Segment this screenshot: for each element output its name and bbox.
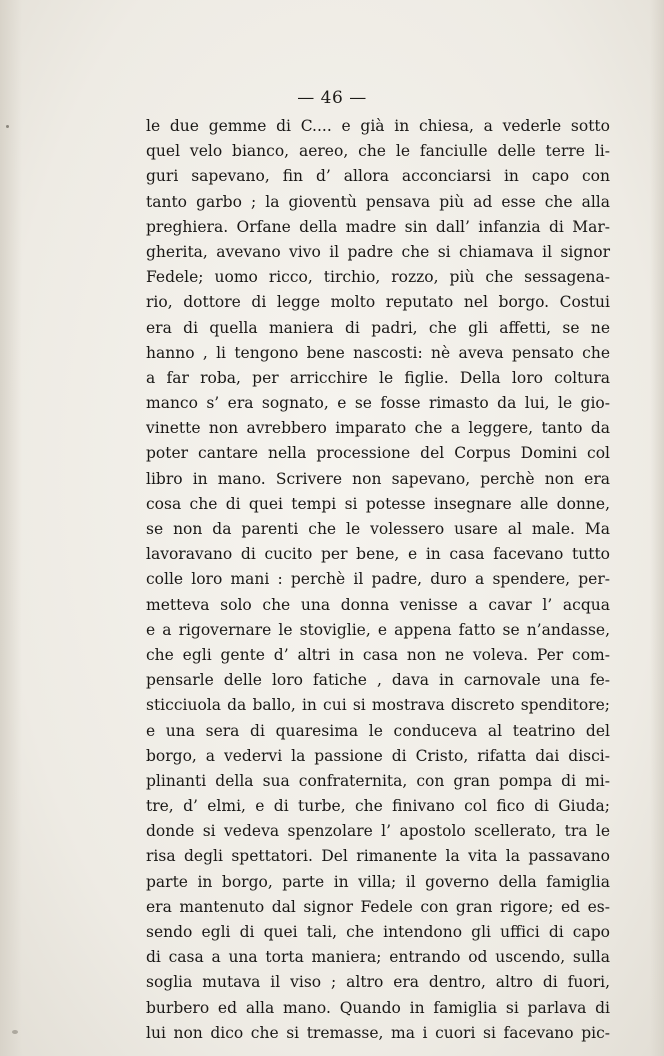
text-line: e a rigovernare le stoviglie, e appena fatto se n’andasse, <box>146 620 610 639</box>
text-line: donde si vedeva spenzolare l’ apostolo scellerato, tra le <box>146 822 610 841</box>
text-line: libro in mano. Scrivere non sapevano, perchè non era <box>146 469 610 488</box>
text-line: tre, d’ elmi, e di turbe, che finivano col fico di Giuda; <box>146 797 610 816</box>
text-line: di casa a una torta maniera; entrando od uscendo, sulla <box>146 948 610 967</box>
text-line: le due gemme di C.... e già in chiesa, a vederle sotto <box>146 117 610 135</box>
text-line: vinette non avrebbero imparato che a leggere, tanto da <box>146 419 610 438</box>
text-line: hanno , li tengono bene nascosti: nè aveva pensato che <box>146 343 610 362</box>
text-line: gherita, avevano vivo il padre che si chiamava il signor <box>146 242 610 261</box>
text-line: metteva solo che una donna venisse a cavar l’ acqua <box>146 595 610 614</box>
text-line: guri sapevano, fin d’ allora acconciarsi in capo con <box>146 167 610 186</box>
page-number: — 46 — <box>297 88 367 108</box>
text-line: tanto garbo ; la gioventù pensava più ad esse che alla <box>146 192 610 211</box>
text-line: colle loro mani : perchè il padre, duro a spendere, per- <box>146 570 610 589</box>
text-line: rio, dottore di legge molto reputato nel borgo. Costui <box>146 293 610 312</box>
text-line: che egli gente d’ altri in casa non ne voleva. Per com- <box>146 645 610 664</box>
text-line: burbero ed alla mano. Quando in famiglia si parlava di <box>146 998 610 1017</box>
text-line: soglia mutava il viso ; altro era dentro, altro di fuori, <box>146 973 610 992</box>
text-line: era di quella maniera di padri, che gli affetti, se ne <box>146 318 610 337</box>
text-line: manco s’ era sognato, e se fosse rimasto da lui, le gio- <box>146 394 610 413</box>
text-line: sendo egli di quei tali, che intendono gli uffici di capo <box>146 923 610 941</box>
page-edge-shadow-right <box>650 0 664 1056</box>
body-text <box>146 114 610 1046</box>
paper-speck <box>12 1030 18 1034</box>
text-line: lui non dico che si tremasse, ma i cuori si facevano pic- <box>146 1023 610 1042</box>
text-line: poter cantare nella processione del Corpus Domini col <box>146 444 610 463</box>
text-line: sticciuola da ballo, in cui si mostrava discreto spenditore; <box>146 696 610 715</box>
text-line: borgo, a vedervi la passione di Cristo, rifatta dai disci- <box>146 746 610 765</box>
text-line: lavoravano di cucito per bene, e in casa facevano tutto <box>146 545 610 564</box>
text-line: a far roba, per arricchire le figlie. Della loro coltura <box>146 368 610 387</box>
text-line: pensarle delle loro fatiche , dava in carnovale una fe- <box>146 671 610 690</box>
text-line: quel velo bianco, aereo, che le fanciulle delle terre li- <box>146 142 610 161</box>
text-line: risa degli spettatori. Del rimanente la vita la passavano <box>146 847 610 866</box>
text-line: e una sera di quaresima le conduceva al teatrino del <box>146 721 610 740</box>
text-line: Fedele; uomo ricco, tirchio, rozzo, più che sessagena- <box>146 268 610 287</box>
paper-speck <box>6 125 9 128</box>
page-edge-shadow-left <box>0 0 22 1056</box>
text-line: era mantenuto dal signor Fedele con gran rigore; ed es- <box>146 897 610 916</box>
text-line: cosa che di quei tempi si potesse insegnare alle donne, <box>146 494 610 513</box>
text-line: plinanti della sua confraternita, con gran pompa di mi- <box>146 771 610 790</box>
text-line: preghiera. Orfane della madre sin dall’ infanzia di Mar- <box>146 217 610 236</box>
text-line: se non da parenti che le volessero usare al male. Ma <box>146 520 610 538</box>
text-line: parte in borgo, parte in villa; il governo della famiglia <box>146 872 610 891</box>
